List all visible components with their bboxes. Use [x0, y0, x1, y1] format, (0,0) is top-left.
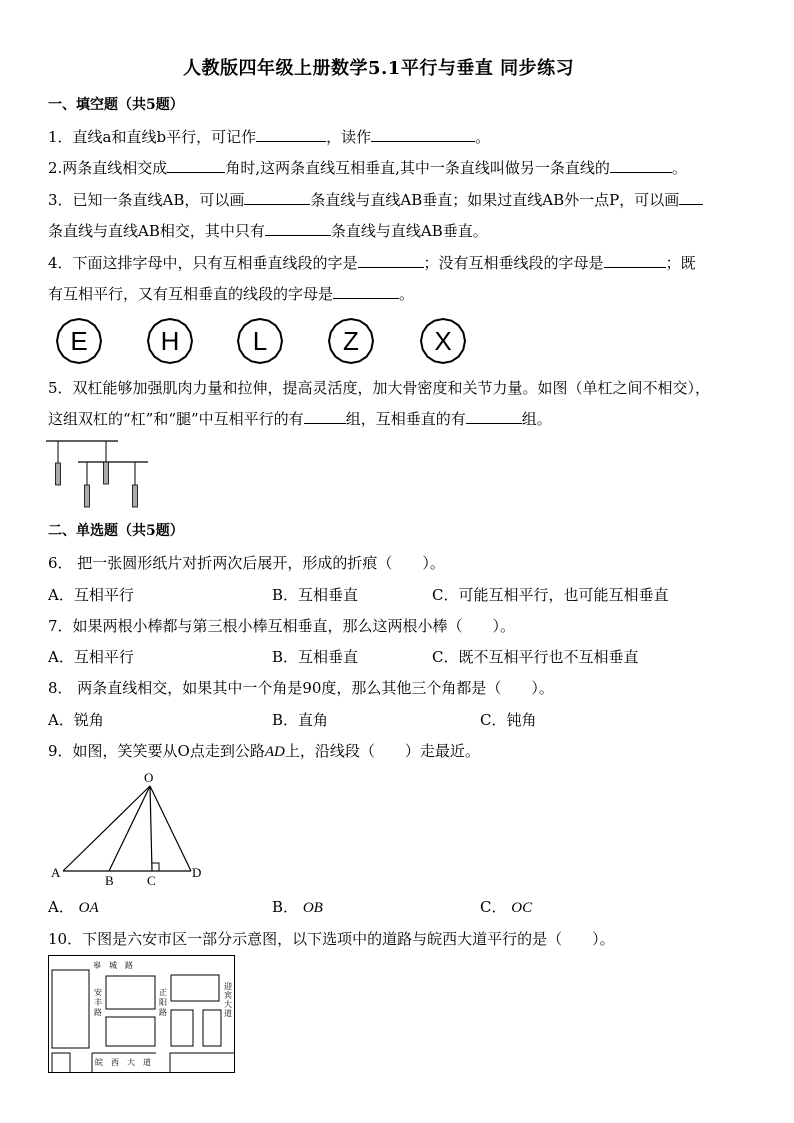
q1-text-c: 。 — [475, 128, 491, 146]
q4-blank-1[interactable] — [358, 253, 424, 268]
q9-option-c[interactable]: C． OC — [480, 898, 533, 916]
question-10: 10．下图是六安市区一部分示意图，以下选项中的道路与皖西大道平行的是（ ）。 — [48, 930, 615, 948]
page-title: 人教版四年级上册数学5.1平行与垂直 同步练习 — [183, 58, 575, 79]
q3-text-a: 3．已知一条直线AB，可以画 — [48, 191, 245, 209]
q6-option-b[interactable]: B．互相垂直 — [272, 586, 359, 604]
q9-road-label: AD — [264, 744, 285, 760]
letter-badge-e — [55, 317, 103, 365]
q4-text-c: ；既 — [665, 254, 696, 272]
letter-badge-x — [419, 317, 467, 365]
letter-badge-z — [327, 317, 375, 365]
q6-option-a[interactable]: A．互相平行 — [48, 586, 134, 604]
q8-option-b[interactable]: B．直角 — [272, 711, 329, 729]
q5-blank-2[interactable] — [466, 409, 522, 424]
svg-text:Z: Z — [343, 326, 359, 356]
point-d-label: D — [192, 865, 202, 880]
q4-blank-2[interactable] — [604, 253, 666, 268]
q3-blank-3[interactable] — [265, 221, 331, 236]
q4-text-b: ；没有互相垂线段的字母是 — [423, 254, 604, 272]
q7-option-c[interactable]: C．既不互相平行也不互相垂直 — [432, 648, 639, 666]
section-heading-fill-blank: 一、填空题（共5题） — [48, 97, 184, 113]
q3-text-c: 条直线与直线AB相交，其中只有 — [48, 222, 265, 240]
q3-text-b: 条直线与直线AB垂直；如果过直线AB外一点P，可以画 — [310, 191, 680, 209]
question-5-line-2 — [48, 409, 552, 429]
question-1 — [48, 127, 490, 147]
road-label-yingbin: 迎宾大道 — [224, 982, 232, 1018]
q2-text-b: 角时,这两条直线互相垂直,其中一条直线叫做另一条直线的 — [225, 159, 610, 177]
q5-blank-1[interactable] — [304, 409, 346, 424]
q1-blank-1[interactable] — [256, 127, 326, 142]
q5-text-a: 这组双杠的“杠”和“腿”中互相平行的有 — [48, 410, 304, 428]
road-label-zhengyang: 正阳路 — [159, 988, 167, 1017]
q9-option-a[interactable]: A． OA — [48, 898, 99, 916]
question-7: 7．如果两根小棒都与第三根小棒互相垂直，那么这两根小棒（ ）。 — [48, 617, 516, 635]
q3-blank-2[interactable] — [679, 190, 703, 205]
q4-blank-3[interactable] — [333, 284, 399, 299]
svg-text:H: H — [160, 326, 180, 356]
road-label-wanxi: 皖 西 大 道 — [95, 1058, 151, 1067]
road-label-anfeng: 安丰路 — [94, 988, 102, 1017]
q5-text-c: 组。 — [521, 410, 552, 428]
triangle-figure — [46, 768, 208, 890]
q3-blank-1[interactable] — [244, 190, 310, 205]
question-6: 6． 把一张圆形纸片对折两次后展开，形成的折痕（ ）。 — [48, 554, 445, 572]
q2-blank-1[interactable] — [167, 158, 225, 173]
q9-text-a: 9．如图，笑笑要从O点走到公路 — [48, 742, 265, 760]
section-heading-single-choice: 二、单选题（共5题） — [48, 523, 184, 539]
q9-option-b[interactable]: B． OB — [272, 898, 323, 916]
question-9 — [48, 741, 480, 762]
question-4-line-1 — [48, 253, 696, 273]
road-label-gaocheng: 皋 城 路 — [93, 961, 133, 970]
svg-text:X: X — [434, 326, 452, 356]
q3-text-d: 条直线与直线AB垂直。 — [330, 222, 488, 240]
q1-text-a: 1．直线a和直线b平行，可记作 — [48, 128, 257, 146]
q4-text-d: 有互相平行，又有互相垂直的线段的字母是 — [48, 285, 334, 303]
city-map-figure — [48, 955, 236, 1075]
q1-blank-2[interactable] — [371, 127, 475, 142]
parallel-bars-figure — [46, 437, 150, 511]
q8-option-c[interactable]: C．钝角 — [480, 711, 537, 729]
question-2 — [48, 158, 687, 178]
point-a-label: A — [51, 865, 61, 880]
letter-badge-h — [146, 317, 194, 365]
q2-text-a: 2.两条直线相交成 — [48, 159, 168, 177]
q8-option-a[interactable]: A．锐角 — [48, 711, 104, 729]
question-5-line-1: 5．双杠能够加强肌肉力量和拉伸，提高灵活度，加大骨密度和关节力量。如图（单杠之间不相交）， — [48, 379, 711, 397]
q6-option-c[interactable]: C．可能互相平行，也可能互相垂直 — [432, 586, 669, 604]
q9-text-b: 上，沿线段（ ）走最近。 — [284, 742, 480, 760]
svg-text:E: E — [70, 326, 88, 356]
letter-badge-l — [236, 317, 284, 365]
q7-option-b[interactable]: B．互相垂直 — [272, 648, 359, 666]
q2-blank-2[interactable] — [610, 158, 672, 173]
q2-text-c: 。 — [671, 159, 687, 177]
q4-text-e: 。 — [399, 285, 415, 303]
point-b-label: B — [105, 873, 114, 888]
question-3-line-2 — [48, 221, 488, 241]
question-8: 8． 两条直线相交，如果其中一个角是90度，那么其他三个角都是（ ）。 — [48, 679, 554, 697]
question-4-line-2 — [48, 284, 414, 304]
question-3-line-1 — [48, 190, 703, 210]
point-c-label: C — [147, 873, 156, 888]
q5-text-b: 组，互相垂直的有 — [345, 410, 466, 428]
svg-text:L: L — [252, 326, 268, 356]
q4-text-a: 4．下面这排字母中，只有互相垂直线段的字是 — [48, 254, 358, 272]
q1-text-b: ，读作 — [326, 128, 372, 146]
q7-option-a[interactable]: A．互相平行 — [48, 648, 134, 666]
point-o-label: O — [144, 770, 154, 785]
